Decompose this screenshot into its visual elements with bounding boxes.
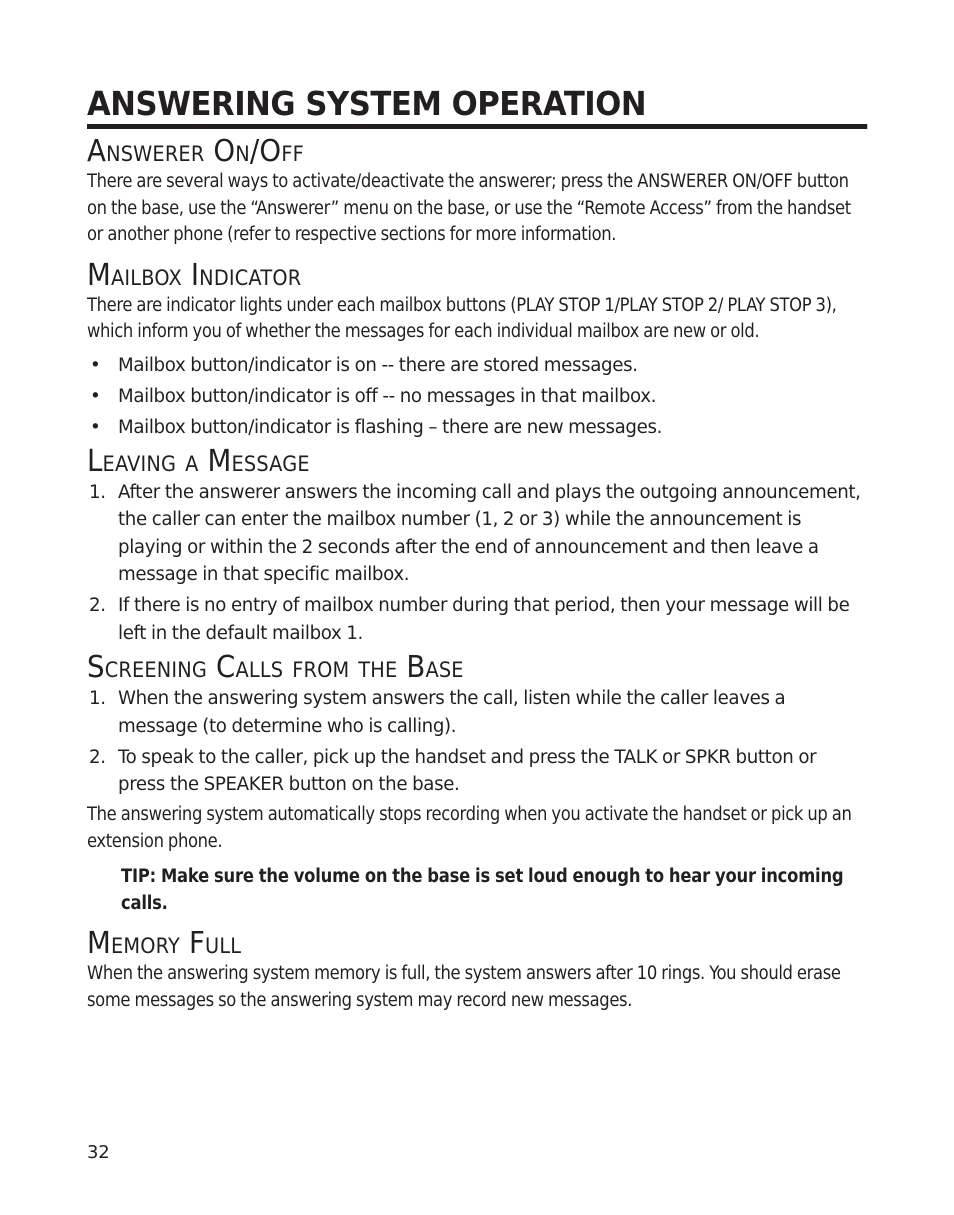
- tip-note: TIP: Make sure the volume on the base is set loud enough to hear your incoming calls.: [121, 866, 844, 914]
- list-item-text: Mailbox button/indicator is flashing – there are new messages.: [118, 416, 663, 438]
- list-item-text: Mailbox button/indicator is on -- there are stored messages.: [118, 354, 638, 376]
- list-item: [87, 479, 867, 589]
- section-heading: Leaving a Message: [87, 443, 310, 479]
- section-heading: Memory Full: [87, 926, 242, 961]
- section-heading: Screening Calls from the Base: [87, 650, 464, 685]
- section-paragraph: When the answering system memory is full, the system answers after 10 rings. You should erase some messages so the answering system may record new messages.: [87, 963, 841, 1011]
- bullet-marker: •: [90, 416, 101, 438]
- list-item: [87, 414, 867, 442]
- section-screening-calls: [87, 651, 867, 917]
- bullet-list: [87, 352, 867, 442]
- step-number: 2.: [89, 595, 106, 616]
- page-number: 32: [87, 1142, 110, 1163]
- section-paragraph: There are indicator lights under each mailbox buttons (PLAY STOP 1/PLAY STOP 2/ PLAY STOP 3), which inform you of whether the messages for each individual mailbox are new or old.: [87, 294, 837, 342]
- list-item: [87, 352, 867, 380]
- section-memory-full: [87, 927, 867, 1014]
- numbered-list: [87, 685, 867, 799]
- step-number: 1.: [89, 481, 106, 503]
- section-paragraph: The answering system automatically stops recording when you activate the handset or pick up an extension phone.: [87, 804, 852, 852]
- step-number: 1.: [89, 688, 106, 709]
- bullet-marker: •: [90, 354, 101, 376]
- section-heading: Mailbox Indicator: [87, 257, 302, 293]
- list-item-text: Mailbox button/indicator is off -- no messages in that mailbox.: [118, 385, 657, 407]
- list-item-text: After the answerer answers the incoming call and plays the outgoing announcement, the caller can enter the mailbox number (1, 2 or 3) while the announcement is playing or within the 2 seconds after the end of announcement and then leave a message in that specific mailbox.: [118, 481, 861, 585]
- step-number: 2.: [89, 746, 106, 768]
- section-heading: Answerer On/Off: [87, 134, 304, 169]
- list-item-text: If there is no entry of mailbox number during that period, then your message will be left in the default mailbox 1.: [118, 595, 850, 644]
- section-paragraph: There are several ways to activate/deactivate the answerer; press the ANSWERER ON/OFF button on the base, use the “Answerer” menu on the base, or use the “Remote Access” from the handset or another phone (refer to respective sections for more information.: [87, 171, 851, 245]
- list-item-text: To speak to the caller, pick up the handset and press the TALK or SPKR button or press the SPEAKER button on the base.: [118, 746, 817, 795]
- page-title: ANSWERING SYSTEM OPERATION: [87, 84, 867, 129]
- list-item: [87, 383, 867, 411]
- list-item: [87, 744, 867, 799]
- section-answerer-on-off: [87, 135, 867, 249]
- section-leaving-a-message: [87, 445, 867, 648]
- numbered-list: [87, 479, 867, 648]
- manual-page: [87, 84, 867, 1014]
- bullet-marker: •: [90, 385, 101, 407]
- list-item: [87, 592, 867, 647]
- list-item-text: When the answering system answers the call, listen while the caller leaves a message (to determine who is calling).: [118, 688, 786, 737]
- list-item: [87, 685, 867, 740]
- section-mailbox-indicator: [87, 259, 867, 442]
